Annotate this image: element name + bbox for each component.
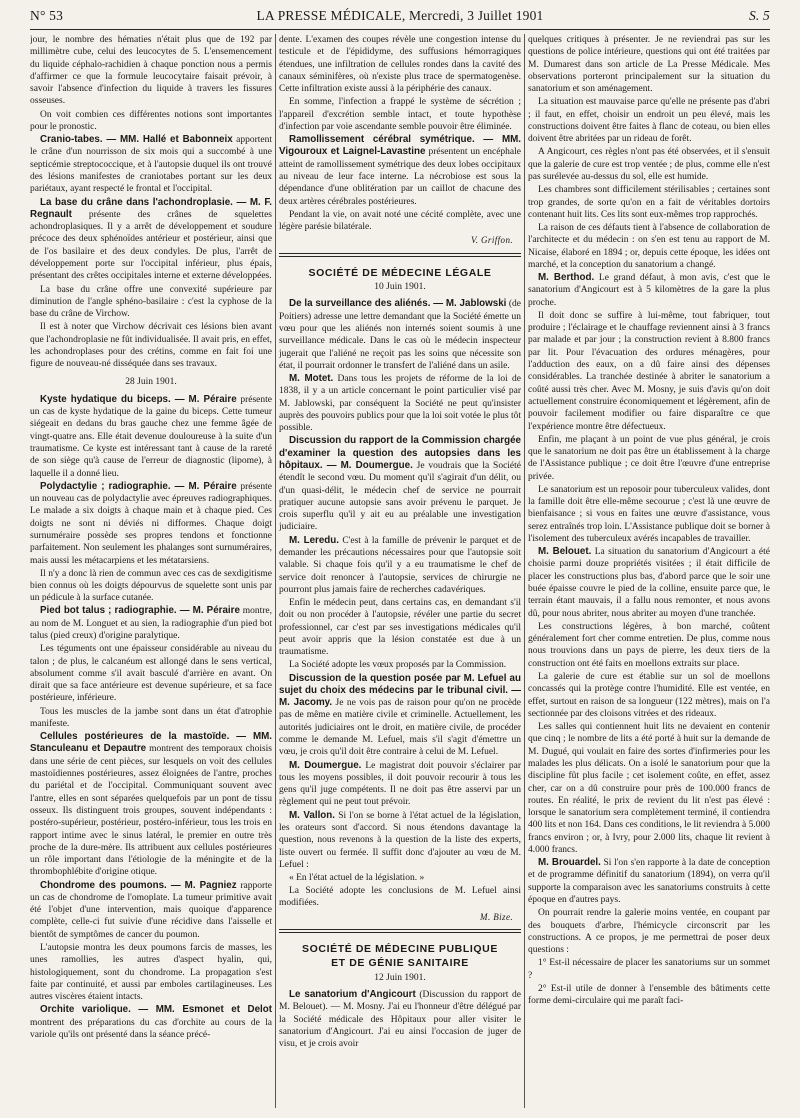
paragraph: Il est à noter que Virchow décrivait ces lésions bien avant que l'achondroplasie ne fût individualisée. Il avait pris, en effet, les achondroplases pour des crétins, comme en fait foi une figure de nouveau-né disséquée dans ses travaux.	[30, 322, 272, 370]
speaker-name: M. Motet.	[289, 372, 334, 384]
column-2	[279, 34, 521, 1108]
column-divider	[275, 34, 276, 1108]
paragraph: On pourrait rendre la galerie moins ventée, en coupant par des bouquets d'arbre, l'hémicycle circonscrit par les constructions. A ce propos, je me permettrai de poser deux questions :	[528, 908, 770, 956]
paragraph: Tous les muscles de la jambe sont dans un état d'atrophie manifeste.	[30, 706, 272, 729]
paragraph: Le sanatorium est un reposoir pour tuberculeux valides, dont la famille doit être elle-même secourue ; c'est là une œuvre de bienfaisance ; si vous en faites une œuvre d'assistance, vous serez entraînés trop loin. L'Assistance publique doit se borner à l'isolement des tuberculeux avérés incapables de travailler.	[528, 484, 770, 544]
paragraph: Enfin le médecin peut, dans certains cas, en demandant s'il doit ou non procéder à l'autopsie, révéler une partie du secret professionnel, car c'est par ses investigations médicales qu'il peut avoir appris que la lésion constatée est due à un traumatisme.	[279, 598, 521, 658]
section-heading: Le sanatorium d'Angicourt	[289, 988, 416, 1000]
column-1	[30, 34, 272, 1108]
paragraph: La Société adopte les vœux proposés par la Commission.	[289, 660, 507, 671]
speaker-name: M. Doumergue.	[289, 759, 362, 771]
paragraph: Les chambres sont difficilement stérilisables ; certaines sont trop grandes, de sorte qu'on en a fait de véritables dortoirs contenant huit lits. Ces lits sont eux-mêmes trop rapprochés.	[528, 185, 770, 220]
section-text: Le grand défaut, à mon avis, c'est que le sanatorium d'Angicourt est à 5 kilomètres de la gare la plus proche.	[528, 273, 770, 308]
section-text: (Discussion du rapport de M. Belouet). — M. Mosny. J'ai eu l'honneur d'être délégué par la Société médicale des Hôpitaux pour aller visiter le sanatorium d'Angicourt. J'ai eu ainsi l'occasion de juger de visu, et je crois avoir	[279, 989, 521, 1050]
paragraph: La situation est mauvaise parce qu'elle ne présente pas d'abri ; il faut, en effet, choisir un endroit un peu élevé, mais les constructions doivent être faites à flanc de coteau, ou bien elles doivent être abritées par un rideau de forêt.	[528, 97, 770, 145]
paragraph: La Société adopte les conclusions de M. Lefuel ainsi modifiées.	[279, 886, 521, 909]
paragraph: Pendant la vie, on avait noté une cécité complète, avec une légère parésie bilatérale.	[279, 209, 521, 233]
section-text: apportent le crâne d'un nourrisson de six mois qui a succombé à une septicémie streptococcique, et à l'autopsie duquel ils ont trouvé des lésions manifestes de craniotabes portant sur les deux pariétaux, ayant respecté le frontal et l'occipital.	[30, 135, 272, 195]
section-text: C'est à la famille de prévenir le parquet et de demander les précautions nécessaires pour que l'autopsie soit valable. Si chaque fois qu'il y a eu traumatisme le chef de service doit renoncer à l'autopsie, services de chirurgie ne pourront plus jamais faire de recherches cadavériques.	[279, 535, 521, 595]
section-heading: Orchite variolique. — MM. Esmonet et Delot	[40, 1004, 272, 1016]
signature-text: V. Griffon.	[471, 235, 513, 246]
section-text: Le magistrat doit pouvoir s'éclairer par tous les moyens possibles, il doit pouvoir recourir à tous les gens qu'il juge compétents. Il ne doit pas être asservi par un règlement qui ne peut tout prévoir.	[279, 760, 521, 808]
section-heading: De la surveillance des aliénés. — M. Jablowski	[289, 298, 507, 310]
speaker-name: M. Leredu.	[289, 534, 339, 546]
speaker-name: M. Belouet.	[538, 546, 592, 558]
section-rule	[279, 929, 521, 930]
section-heading: Discussion de la question posée par M. Lefuel au sujet du choix des médecins par le tribunal civil. — M. Jacomy.	[279, 672, 521, 709]
section-heading: Polydactylie ; radiographie. — M. Péraire	[40, 480, 237, 492]
section-text: montrent des préparations du cas d'orchite au cours de la variole qu'ils ont présenté dans la séance précé-	[30, 1017, 272, 1040]
paragraph: 2° Est-il utile de donner à l'ensemble des bâtiments cette forme demi-circulaire qui me paraît faci-	[528, 983, 770, 1007]
speaker-name: M. Brouardel.	[538, 857, 601, 869]
section-text: montre, au nom de M. Longuet et au sien, la radiographie d'un pied bot talus (pied creux) d'origine paralytique.	[30, 606, 272, 642]
session-date: 10 Juin 1901.	[374, 282, 426, 293]
section-heading: Cellules postérieures de la mastoïde. — MM. Stanculeanu et Depautre	[30, 731, 272, 755]
session-date: 12 Juin 1901.	[374, 972, 426, 983]
column-divider	[524, 34, 525, 1108]
section-rule	[279, 253, 521, 254]
paragraph: Les salles qui contiennent huit lits ne devaient en contenir que cinq ; le nombre de lits a été porté à huit sur la demande de M. Dugué, qui voulait en faire des sortes d'infirmeries pour les malades les plus délicats. On a isolé le sanatorium pour que la discipline fût plus facile ; cet isolement coûte, en effet, assez cher, car on a dû construire pour près de 100.000 francs de routes. En réalité, le prix de revient du lit n'est pas élevé : lorsque le sanatorium sera complètement terminé, il contiendra 400 lits et non 164. Dans ces conditions, le lit reviendra à 5.000 francs environ ; or, à Ivry, pour 2.000 lits, chaque lit revient à 4.000 francs.	[528, 722, 770, 855]
header-rule	[30, 29, 770, 30]
speaker-name: M. Vallon.	[289, 809, 335, 821]
section-text: rapporte un cas de chondrome de l'omoplate. La tumeur primitive avait été l'objet d'une intervention, mais quoique d'apparence complète, celle-ci fut suivie d'une récidive dans l'aisselle et bientôt de symptômes de cancer du poumon.	[30, 880, 272, 940]
paragraph: La galerie de cure est établie sur un sol de moellons concassés qui la protège contre l'humidité. Elle est ventée, en effet, surtout en raison de sa longueur (122 mètres), mais on l'a sectionnée par des cloisons vitrées et des rideaux.	[528, 671, 770, 719]
paragraph: Enfin, me plaçant à un point de vue plus général, je crois que le sanatorium ne doit pas être un établissement à la charge de l'Assistance publique ; ce doit être l'œuvre d'une entreprise privée.	[528, 434, 770, 482]
section-rule	[279, 256, 521, 257]
section-text: Si l'on s'en rapporte à la date de conception et de programme définitif du sanatorium (1894), on verra qu'il supporte la comparaison avec les sanatoriums construits à cette époque en d'autres pays.	[528, 858, 770, 906]
section-heading: Ramollissement cérébral symétrique. — MM. Vigouroux et Laignel-Lavastine	[279, 134, 521, 158]
quotation: « En l'état actuel de la législation. »	[289, 872, 425, 883]
signature-text: M. Bize.	[480, 911, 513, 922]
speaker-name: M. Berthod.	[538, 272, 595, 284]
paragraph: A Angicourt, ces règles n'ont pas été observées, et il s'ensuit que la galerie de cure est trop ventée ; de plus, comme elle n'est pas surélevée au-dessus du sol, elle est humide.	[528, 147, 770, 183]
section-heading: Discussion du rapport de la Commission chargée d'examiner la question des autopsies dans les hôpitaux. — M. Doumergue.	[279, 435, 521, 471]
paragraph: L'autopsie montra les deux poumons farcis de masses, les unes ramollies, les autres d'aspect hyalin, qui, histologiquement, sont du chondrome. La propagation s'est faite par continuité, et aussi par emboles cartilagineuses. Les autres viscères étaient intacts.	[30, 942, 272, 1003]
session-date: 28 Juin 1901.	[125, 377, 177, 388]
author-signature	[279, 911, 513, 923]
section-text: présentent un encéphale atteint de ramollissement symétrique des deux lobes occipitaux au niveau de leur face interne. La nécrobiose est sous la dépendance d'une oblitération par un caillot de chacune des deux artères cérébrales postérieures.	[279, 147, 521, 207]
paragraph: En somme, l'infection a frappé le système de sécrétion ; l'appareil d'excrétion semble intact, et toute hypothèse d'infection par voie ascendante semble pouvoir être éliminée.	[279, 97, 521, 132]
section-text: montrent des temporaux choisis dans une série de cent pièces, sur lesquels on voit des cellules mastoïdiennes postérieures, assez éloignées de l'antre, proches du pariétal et de l'occipital. Communiquant souvent avec l'antre, elles en sont séparées quelquefois par un pont de tissu osseux. Ils distinguent trois groupes, souvent indépendants : postéro-supérieur, postérieur, postéro-inférieur, tous les trois en rapport intime avec le sinus latéral, le premier en outre très proche de la dure-mère. Ils attribuent aux cellules postérieures un rôle important dans l'étiologie de la méningite et de la thrombophlébite d'origine otique.	[30, 744, 272, 878]
paragraph: Il doit donc se suffire à lui-même, tout fabriquer, tout produire ; l'éclairage et le chauffage reviennent ainsi à 3 francs par malade et par jour ; la construction revient à 8.800 francs par lit. Pour l'évacuation des ordures ménagères, pour l'adduction des eaux, on a dû faire ainsi des dépenses considérables. La tranchée destinée à abriter le sanatorium a coûté aussi très cher. Avec M. Mosny, je suis d'avis qu'on doit actuellement construire économiquement et légèrement, afin de pouvoir facilement modifier ou faire disparaître ce que l'expérience montre être défectueux.	[528, 310, 770, 432]
section-text: Je voudrais que la Société étendît le second vœu. Du moment qu'il s'agirait d'un délit, ou d'un quasi-délit, le médecin chef de service ne pourrait pratiquer aucune autopsie sans avoir prévenu le parquet. Je crois superflu qu'il y ait eu au préalable une investigation judiciaire.	[279, 460, 521, 533]
section-rule	[279, 932, 521, 933]
paragraph: La base du crâne offre une convexité supérieure par diminution de l'angle sphéno-basilaire : c'est la cyphose de la base du crâne de Virchow.	[30, 284, 272, 320]
society-title: SOCIÉTÉ DE MÉDECINE LÉGALE	[308, 266, 492, 279]
paragraph: On voit combien ces différentes notions sont importantes pour le pronostic.	[30, 109, 272, 132]
section-text: présente un cas de kyste hydatique de la gaine du biceps. Cette tumeur siégeait en dedans du bras gauche chez une femme âgée de vingt-quatre ans. Elle était devenue douloureuse à la suite d'un traumatisme. Ce kyste est intéressant tant à cause de la rareté de son siège qu'à cause de l'erreur de diagnostic (lipome), à laquelle il a donné lieu.	[30, 394, 272, 479]
section-heading: Chondrome des poumons. — M. Pagniez	[40, 879, 237, 891]
column-3	[528, 34, 770, 1108]
section-text: La situation du sanatorium d'Angicourt a été choisie parmi douze propriétés visitées ; il était difficile de placer les constructions plus bas, d'abord parce que le soir une buée épaisse couvre le pied de la colline, ensuite parce que, le terrain étant mauvais, il a fallu nous remonter, et nous avons dû, pour nous abriter, nous abriter au moyen d'une tranchée.	[528, 547, 770, 619]
running-header	[30, 6, 770, 26]
paragraph: jour, le nombre des hématies n'était plus que de 192 par millimètre cube, celui des leucocytes de 5. L'ensemencement du liquide céphalo-rachidien à chaque ponction nous a permis d'affirmer ce que la formule leucocytaire faisait prévoir, à savoir l'absence d'infection du liquide à travers les fissures osseuses.	[30, 35, 272, 107]
section-heading: Cranio-tabes. — MM. Hallé et Babonneix	[40, 134, 233, 146]
section-text: présente un nouveau cas de polydactylie avec épreuves radiographiques. Le malade a six doigts à chaque main et à chaque pied. Ces doigts ne sont ni déviés ni difformes. Chaque doigt surnuméraire possède ses propres tendons et fonctionne parfaitement. Non seulement les phalanges sont surnuméraires, mais aussi les métacarpiens et les métatarsiens.	[30, 481, 272, 566]
section-text: (de Poitiers) adresse une lettre demandant que la Société émette un vœu pour que les aliénés non internés soient soumis à une surveillance médicale. Dans le cas où le médecin inspecteur jugerait que l'aliéné ne reçoit pas les soins que nécessite son état, il pourrait ordonner le transfert de l'aliéné dans un asile.	[279, 299, 521, 371]
section-text: Dans tous les projets de réforme de la loi de 1838, il y a un article concernant le point particulier visé par M. Jablowski, par conséquent la Société ne peut qu'insister auprès des pouvoirs publics pour que la loi soit votée le plus tôt possible.	[279, 373, 521, 434]
society-subtitle: ET DE GÉNIE SANITAIRE	[331, 957, 469, 970]
section-text: Je ne vois pas de raison pour qu'on ne procède pas de même en matière civile et criminelle. Actuellement, les autorités judiciaires ont le droit, en matière civile, de procéder comme le demande M. Lefuel, mais s'il s'agit d'émettre un vœu, je crois qu'il doit être contraire à celui de M. Lefuel.	[279, 698, 521, 758]
masthead-line: LA PRESSE MÉDICALE, Mercredi, 3 Juillet 1901	[256, 8, 544, 23]
page-number: S. 5	[748, 8, 770, 23]
section-text: Si l'on se borne à l'état actuel de la législation, les orateurs sont d'accord. Si nous étendons davantage la question, nous revenons à la question de la liste des experts, liste ouvert ou fermée. Il suffit donc d'ajouter au vœu de M. Lefuel :	[279, 810, 521, 870]
paragraph: quelques critiques à présenter. Je ne reviendrai pas sur les questions de police intérieure, questions qui ont été traitées par M. Dumarest dans son article de La Presse Médicale. Mes observations porteront principalement sur la situation du sanatorium et son aménagement.	[528, 35, 770, 95]
society-title: SOCIÉTÉ DE MÉDECINE PUBLIQUE	[302, 943, 498, 956]
issue-number: N° 53	[30, 8, 64, 23]
paragraph: Il n'y a donc là rien de commun avec ces cas de sexdigitisme bien connus où les doigts dépourvus de squelette sont unis par un pédicule à la surface cutanée.	[30, 568, 272, 604]
section-text: présente des crânes de squelettes achondroplasiques. Il y a arrêt de développement et soudure précoce des deux sphénoïdes antérieur et postérieur, ainsi que de l'os basilaire et des deux condyles. De plus, l'arrêt de développement porte sur l'occipital inférieur, plus épais, présentant des crêtes occipitales interne et externe développées.	[30, 209, 272, 282]
paragraph: Les téguments ont une épaisseur considérable au niveau du talon ; de plus, le calcanéum est allongé dans le sens vertical, absolument comme s'il avait basculé d'arrière en avant. On dirait que sa face antérieure est devenue supérieure, et sa face postérieure, inférieure.	[30, 644, 272, 704]
paragraph: 1° Est-il nécessaire de placer les sanatoriums sur un sommet ?	[528, 958, 770, 981]
section-heading: La base du crâne dans l'achondroplasie. — M. F. Regnault	[30, 196, 272, 220]
paragraph: dente. L'examen des coupes révèle une congestion intense du testicule et de l'épididyme, des suffusions hémorragiques étendues, une infiltration de cellules rondes dans la cavité des canaux séminifères, où n'existe plus trace de spermatogenèse. Cette infiltration existe aussi à la périphérie des canaux.	[279, 35, 521, 95]
paragraph: La raison de ces défauts tient à l'absence de collaboration de l'architecte et du médecin : on s'en est tenu au rapport de M. Nicaise, élaboré en 1894 ; or, depuis cette époque, les idées ont marché, et la conception du sanatorium a changé.	[528, 223, 770, 270]
author-signature	[279, 234, 513, 246]
section-heading: Pied bot talus ; radiographie. — M. Péraire	[40, 605, 240, 617]
section-heading: Kyste hydatique du biceps. — M. Péraire	[40, 393, 237, 405]
paragraph: Les constructions légères, à bon marché, coûtent généralement fort cher comme entretien. De plus, comme nous nous trouvions dans un pays de pierre, les deux tiers de la construction ont été faits en moellons extraits sur place.	[528, 621, 770, 669]
